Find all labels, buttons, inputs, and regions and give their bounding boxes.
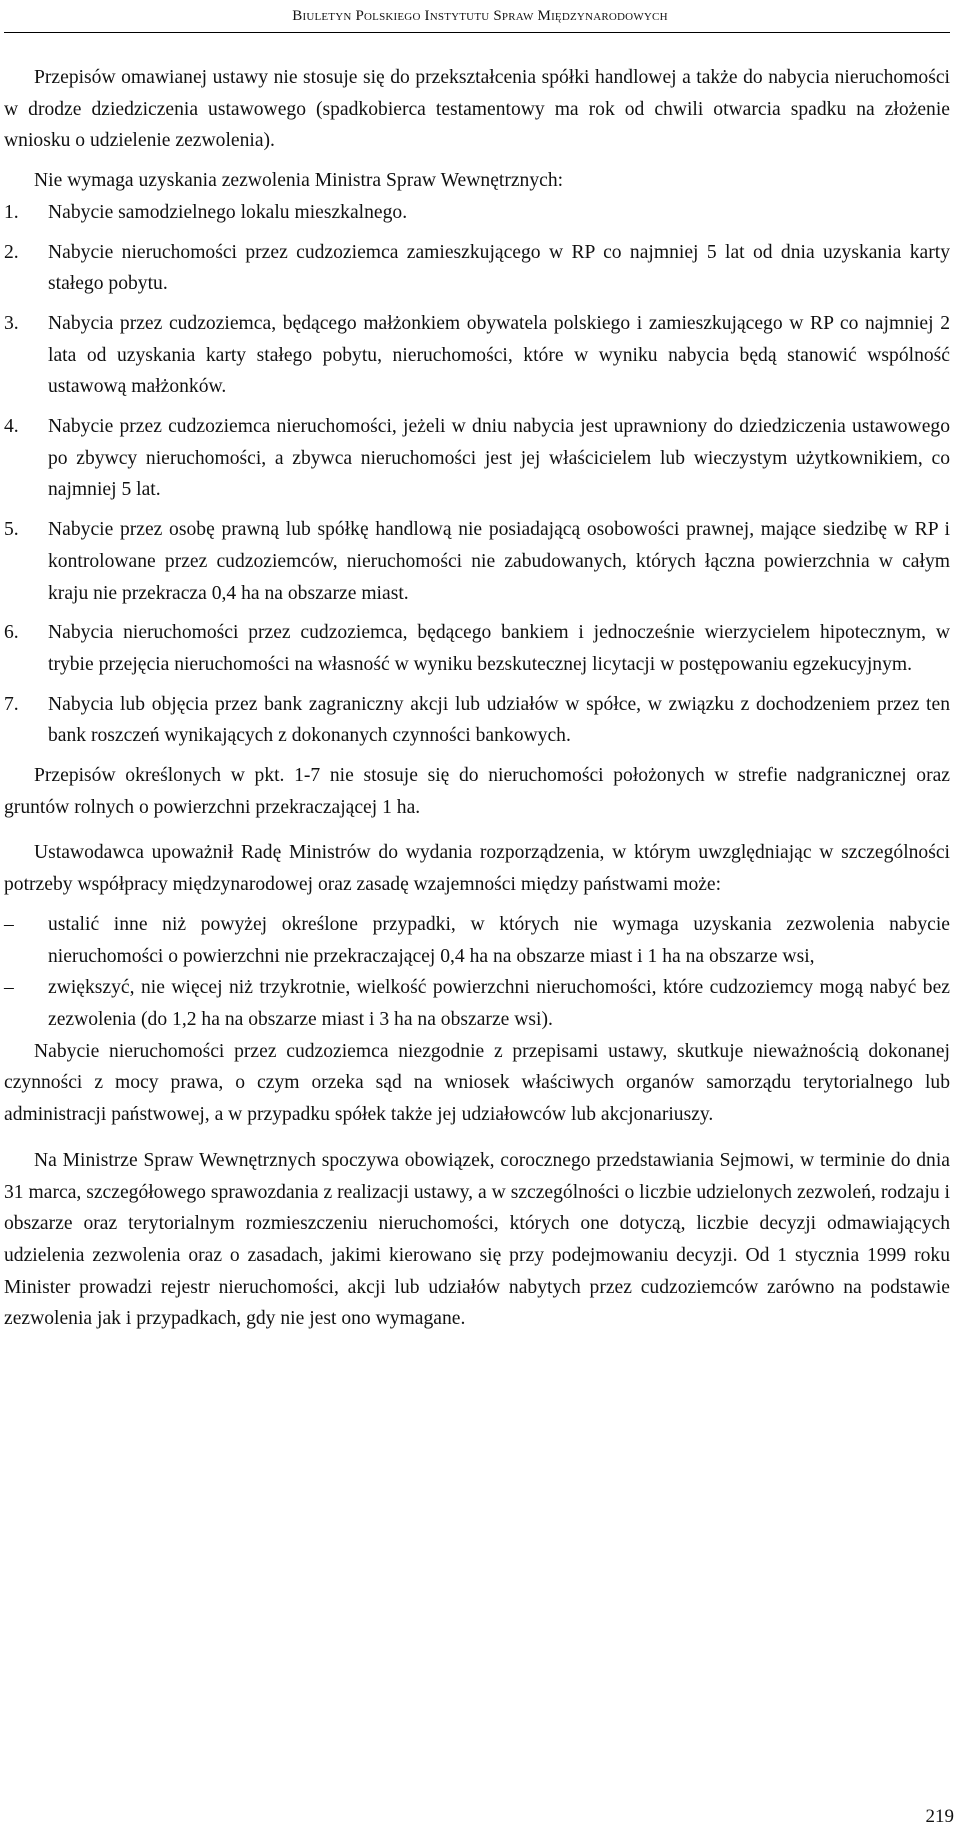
list-item-text: Nabycia przez cudzoziemca, będącego małżonkiem obywatela polskiego i zamieszkującego w RP co najmniej 2 lata od uzyskania karty stałego pobytu, nieruchomości, które w wyniku nabycia będą stanowić wspólność ustawową małżonków. <box>48 312 950 398</box>
list-item-text: Nabycie przez cudzoziemca nieruchomości, jeżeli w dniu nabycia jest uprawniony do dziedziczenia ustawowego po zbywcy nieruchomości, a zbywca nieruchomości jest jej właścicielem lub wieczystym użytkownikiem, co najmniej 5 lat. <box>48 416 950 501</box>
list-item <box>4 514 950 609</box>
dash-mark: – <box>4 913 14 935</box>
list-item <box>4 237 950 300</box>
dash-item-text: zwiększyć, nie więcej niż trzykrotnie, wielkość powierzchni nieruchomości, które cudzoziemcy mogą nabyć bez zezwolenia (do 1,2 ha na obszarze miast i 3 ha na obszarze wsi). <box>48 977 950 1030</box>
list-item-text: Nabycie nieruchomości przez cudzoziemca zamieszkującego w RP co najmniej 5 lat od dnia uzyskania karty stałego pobytu. <box>48 241 950 295</box>
list-item-number: 1. <box>4 201 19 223</box>
dash-item <box>4 909 950 972</box>
page-number: 219 <box>925 1806 954 1827</box>
list-item <box>4 411 950 506</box>
running-header: Biuletyn Polskiego Instytutu Spraw Międzynarodowych <box>292 8 668 24</box>
list-item <box>4 689 950 752</box>
dash-mark: – <box>4 977 14 999</box>
paragraph-ministry-report: Na Ministrze Spraw Wewnętrznych spoczywa obowiązek, corocznego przedstawiania Sejmowi, w terminie do dnia 31 marca, szczegółowego sprawozdania z realizacji ustawy, a w szczególności o liczbie udzielonych zezwoleń, rodzaju i obszarze oraz terytorialnym rozmieszczeniu nieruchomości, których one dotyczą, liczbie decyzji odmawiających udzielenia zezwolenia oraz o zasadach, jakimi kierowano się przy podejmowaniu decyzji. Od 1 stycznia 1999 roku Minister prowadzi rejestr nieruchomości, akcji lub udziałów nabytych przez cudzoziemców zarówno na podstawie zezwolenia jak i przypadkach, gdy nie jest ono wymagane. <box>4 1149 950 1330</box>
page-body <box>4 62 950 1335</box>
list-item-number: 6. <box>4 622 19 644</box>
list-item-number: 5. <box>4 519 19 541</box>
paragraph-intro: Przepisów omawianej ustawy nie stosuje się do przekształcenia spółki handlowej a także do nabycia nieruchomości w drodze dziedziczenia ustawowego (spadkobierca testamentowy ma rok od chwili otwarcia spadku na złożenie wniosku o udzielenie zezwolenia). <box>4 67 950 152</box>
list-item-text: Nabycie przez osobę prawną lub spółkę handlową nie posiadającą osobowości prawnej, mające siedzibę w RP i kontrolowane przez cudzoziemców, nieruchomości nie zabudowanych, których łączna powierzchnia w całym kraju nie przekracza 0,4 ha na obszarze miast. <box>48 519 950 604</box>
list-item <box>4 617 950 680</box>
list-item-text: Nabycia nieruchomości przez cudzoziemca, będącego bankiem i jednocześnie wierzycielem hipotecznym, w trybie przejęcia nieruchomości na własność w wyniku bezskutecznej licytacji w postępowaniu egzekucyjnym. <box>48 622 950 675</box>
list-item-text: Nabycie samodzielnego lokalu mieszkalnego. <box>48 201 408 223</box>
dash-item <box>4 972 950 1035</box>
list-item <box>4 197 950 229</box>
paragraph-list-lead: Nie wymaga uzyskania zezwolenia Ministra Spraw Wewnętrznych: <box>34 170 564 192</box>
list-item-number: 4. <box>4 416 19 438</box>
list-item-number: 3. <box>4 312 19 334</box>
list-item-number: 2. <box>4 241 19 263</box>
header-rule <box>4 32 950 33</box>
paragraph-exclusions: Przepisów określonych w pkt. 1-7 nie stosuje się do nieruchomości położonych w strefie nadgranicznej oraz gruntów rolnych o powierzchni przekraczającej 1 ha. <box>4 765 950 818</box>
list-item-text: Nabycia lub objęcia przez bank zagraniczny akcji lub udziałów w spółce, w związku z dochodzeniem przez ten bank roszczeń wynikających z dokonanych czynności bankowych. <box>48 693 950 747</box>
paragraph-council-powers: Ustawodawca upoważnił Radę Ministrów do wydania rozporządzenia, w którym uwzględniając w szczególności potrzeby współpracy międzynarodowej oraz zasadę wzajemności między państwami może: <box>4 842 950 896</box>
paragraph-nullity: Nabycie nieruchomości przez cudzoziemca niezgodnie z przepisami ustawy, skutkuje nieważnością dokonanej czynności z mocy prawa, o czym orzeka sąd na wniosek właściwych organów samorządu terytorialnego lub administracji państwowej, a w przypadku spółek także jej udziałowców lub akcjonariuszy. <box>4 1040 950 1126</box>
dash-item-text: ustalić inne niż powyżej określone przypadki, w których nie wymaga uzyskania zezwolenia nabycie nieruchomości o powierzchni nie przekraczającej 0,4 ha na obszarze miast i 1 ha na obszarze wsi, <box>48 913 950 967</box>
list-item <box>4 308 950 403</box>
list-item-number: 7. <box>4 693 19 715</box>
